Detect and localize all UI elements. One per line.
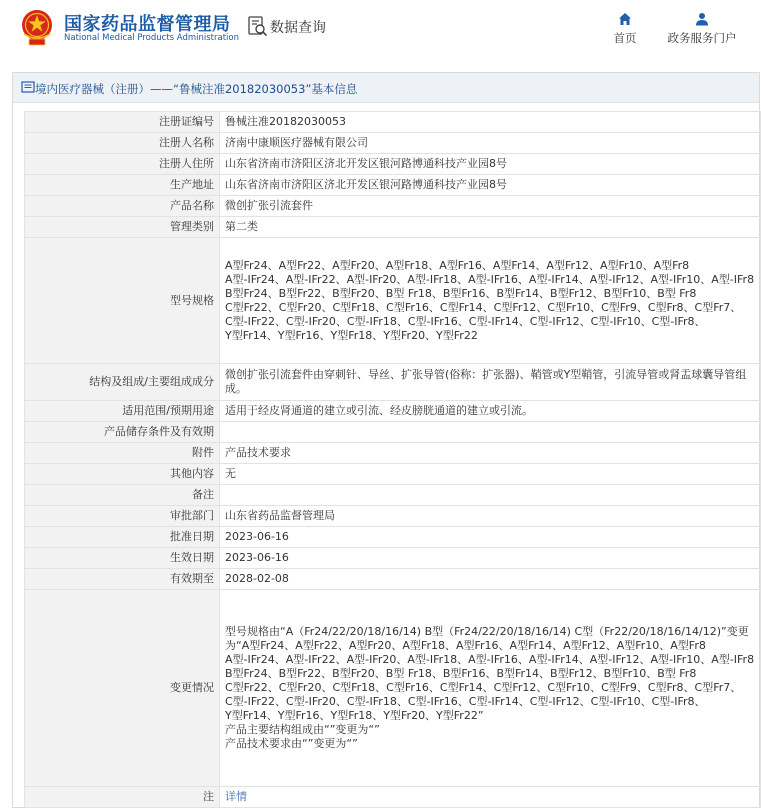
field-label: 产品名称 bbox=[25, 196, 220, 217]
field-label: 生效日期 bbox=[25, 548, 220, 569]
data-query-icon[interactable] bbox=[248, 16, 268, 38]
field-value-line: 型号规格由“A（Fr24/22/20/18/16/14) B型（Fr24/22/20/18/16/14) C型（Fr22/20/18/16/14/12)”变更为“A型Fr24、A型Fr22、A型Fr20、A型Fr18、A型Fr16、A型Fr14、A型Fr12、A型Fr10、A型Fr8 bbox=[225, 625, 749, 652]
field-value bbox=[220, 364, 761, 401]
field-value-line: B型Fr24、B型Fr22、B型Fr20、B型 Fr18、B型Fr16、B型Fr14、B型Fr12、B型Fr10、B型 Fr8 bbox=[225, 286, 697, 300]
field-value-line: 山东省济南市济阳区济北开发区银河路博通科技产业园8号 bbox=[225, 157, 507, 170]
field-value-line: Y型Fr14、Y型Fr16、Y型Fr18、Y型Fr20、Y型Fr22” bbox=[225, 709, 484, 722]
field-label: 附件 bbox=[25, 443, 220, 464]
nav-home-label: 首页 bbox=[613, 31, 637, 45]
detail-row bbox=[25, 238, 761, 364]
detail-row bbox=[25, 590, 761, 787]
field-value bbox=[220, 217, 761, 238]
user-icon bbox=[695, 12, 709, 26]
field-value-line: 产品主要结构组成由“”变更为“” bbox=[225, 723, 380, 736]
nav-service-portal[interactable] bbox=[660, 12, 744, 46]
field-value-line: A型Fr24、A型Fr22、A型Fr20、A型Fr18、A型Fr16、A型Fr14、A型Fr12、A型Fr10、A型Fr8 bbox=[225, 258, 690, 272]
field-value-line: 2023-06-16 bbox=[225, 551, 289, 564]
field-value-line: C型-ⅠFr22、C型-ⅠFr20、C型-ⅠFr18、C型-ⅠFr16、C型-ⅠFr14、C型-ⅠFr12、C型-ⅠFr10、C型-ⅠFr8、 bbox=[225, 314, 706, 328]
detail-row bbox=[25, 422, 761, 443]
field-value-line: 产品技术要求由“”变更为“” bbox=[225, 737, 358, 750]
field-value bbox=[220, 787, 761, 808]
detail-row bbox=[25, 133, 761, 154]
detail-table bbox=[24, 111, 761, 808]
field-label: 注 bbox=[25, 787, 220, 808]
field-value bbox=[220, 464, 761, 485]
detail-row bbox=[25, 548, 761, 569]
detail-title-bar bbox=[13, 73, 759, 103]
field-value-line: 山东省济南市济阳区济北开发区银河路博通科技产业园8号 bbox=[225, 178, 507, 191]
detail-row bbox=[25, 364, 761, 401]
field-value-line: 2023-06-16 bbox=[225, 530, 289, 543]
home-icon bbox=[618, 12, 632, 26]
field-value-line: Y型Fr14、Y型Fr16、Y型Fr18、Y型Fr20、Y型Fr22 bbox=[225, 328, 478, 342]
detail-row bbox=[25, 485, 761, 506]
detail-row bbox=[25, 569, 761, 590]
field-label: 变更情况 bbox=[25, 590, 220, 787]
field-value bbox=[220, 548, 761, 569]
field-label: 批准日期 bbox=[25, 527, 220, 548]
field-value bbox=[220, 196, 761, 217]
field-value-line: 2028-02-08 bbox=[225, 572, 289, 585]
field-value-line: A型-ⅠFr24、A型-ⅠFr22、A型-ⅠFr20、A型-ⅠFr18、A型-ⅠFr16、A型-ⅠFr14、A型-ⅠFr12、A型-ⅠFr10、A型-ⅠFr8 bbox=[225, 272, 755, 286]
field-label: 产品储存条件及有效期 bbox=[25, 422, 220, 443]
site-header bbox=[0, 0, 761, 60]
detail-row bbox=[25, 175, 761, 196]
field-label: 备注 bbox=[25, 485, 220, 506]
field-value-line: 无 bbox=[225, 467, 236, 480]
field-value bbox=[220, 175, 761, 196]
field-value bbox=[220, 506, 761, 527]
detail-row bbox=[25, 506, 761, 527]
field-value bbox=[220, 133, 761, 154]
field-value-line: 适用于经皮肾通道的建立或引流、经皮膀胱通道的建立或引流。 bbox=[225, 404, 533, 417]
field-label: 生产地址 bbox=[25, 175, 220, 196]
detail-row bbox=[25, 217, 761, 238]
detail-row bbox=[25, 401, 761, 422]
field-value-line: 山东省药品监督管理局 bbox=[225, 509, 335, 522]
detail-row bbox=[25, 527, 761, 548]
field-label: 型号规格 bbox=[25, 238, 220, 364]
field-value-line: C型Fr22、C型Fr20、C型Fr18、C型Fr16、C型Fr14、C型Fr12、C型Fr10、C型Fr9、C型Fr8、C型Fr7、 bbox=[225, 300, 742, 314]
field-value-line: 微创扩张引流套件由穿刺针、导丝、扩张导管(俗称：扩张器)、鞘管或Y型鞘管，引流导管或肾盂球囊导管组成。 bbox=[225, 368, 747, 395]
field-value bbox=[220, 112, 761, 133]
field-value-line: 济南中康顺医疗器械有限公司 bbox=[225, 136, 368, 149]
field-value bbox=[220, 401, 761, 422]
detail-row bbox=[25, 196, 761, 217]
detail-row bbox=[25, 464, 761, 485]
field-value-line: C型Fr22、C型Fr20、C型Fr18、C型Fr16、C型Fr14、C型Fr12、C型Fr10、C型Fr9、C型Fr8、C型Fr7、 bbox=[225, 681, 742, 694]
field-value-line: A型-ⅠFr24、A型-ⅠFr22、A型-ⅠFr20、A型-ⅠFr18、A型-ⅠFr16、A型-ⅠFr14、A型-ⅠFr12、A型-ⅠFr10、A型-ⅠFr8 bbox=[225, 653, 755, 666]
data-query-link[interactable]: 数据查询 bbox=[270, 20, 326, 36]
field-label: 管理类别 bbox=[25, 217, 220, 238]
field-value bbox=[220, 154, 761, 175]
org-name-en: National Medical Products Administration bbox=[64, 33, 239, 43]
detail-row bbox=[25, 154, 761, 175]
field-label: 审批部门 bbox=[25, 506, 220, 527]
field-value-line: 鲁械注准20182030053 bbox=[225, 115, 346, 128]
field-value bbox=[220, 527, 761, 548]
nav-service-portal-label: 政务服务门户 bbox=[667, 31, 737, 45]
org-name-cn: 国家药品监督管理局 bbox=[64, 14, 231, 35]
field-value-line: B型Fr24、B型Fr22、B型Fr20、B型 Fr18、B型Fr16、B型Fr14、B型Fr12、B型Fr10、B型 Fr8 bbox=[225, 667, 697, 680]
detail-panel bbox=[12, 72, 760, 808]
nav-home[interactable] bbox=[608, 12, 642, 46]
field-value bbox=[220, 422, 761, 443]
field-value bbox=[220, 590, 761, 787]
field-value-line: 第二类 bbox=[225, 220, 258, 233]
field-label: 适用范围/预期用途 bbox=[25, 401, 220, 422]
field-value bbox=[220, 485, 761, 506]
field-value-line: C型-ⅠFr22、C型-ⅠFr20、C型-ⅠFr18、C型-ⅠFr16、C型-ⅠFr14、C型-ⅠFr12、C型-ⅠFr10、C型-ⅠFr8、 bbox=[225, 695, 706, 708]
national-emblem-icon bbox=[20, 8, 54, 48]
field-value-line: 微创扩张引流套件 bbox=[225, 199, 313, 212]
field-label: 结构及组成/主要组成成分 bbox=[25, 364, 220, 401]
field-value bbox=[220, 569, 761, 590]
document-icon bbox=[21, 81, 35, 93]
detail-row bbox=[25, 787, 761, 808]
detail-row bbox=[25, 443, 761, 464]
field-label: 注册人名称 bbox=[25, 133, 220, 154]
field-value bbox=[220, 238, 761, 364]
field-label: 注册证编号 bbox=[25, 112, 220, 133]
field-value bbox=[220, 443, 761, 464]
field-value-line: 产品技术要求 bbox=[225, 446, 291, 459]
detail-row bbox=[25, 112, 761, 133]
details-link[interactable]: 详情 bbox=[225, 790, 247, 803]
detail-title: 境内医疗器械（注册）——“鲁械注准20182030053”基本信息 bbox=[35, 82, 358, 96]
field-label: 注册人住所 bbox=[25, 154, 220, 175]
field-label: 其他内容 bbox=[25, 464, 220, 485]
field-label: 有效期至 bbox=[25, 569, 220, 590]
